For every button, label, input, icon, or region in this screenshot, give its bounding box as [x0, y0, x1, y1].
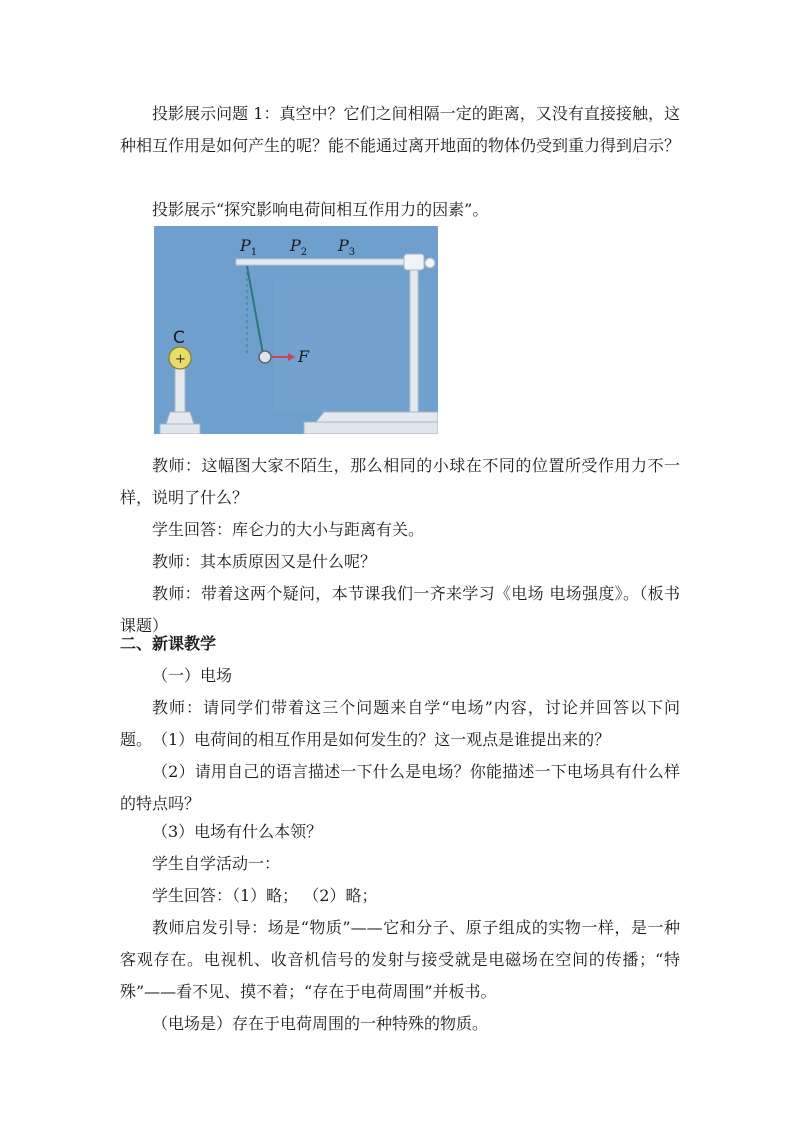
paragraph-definition: （电场是）存在于电荷周围的一种特殊的物质。: [152, 1014, 489, 1033]
horizontal-bar: [236, 259, 422, 265]
label-p3: $P_3$: [338, 236, 356, 258]
paragraph-question-1: 投影展示问题 1：真空中？它们之间相隔一定的距离，又没有直接接触，这种相互作用是如何产生的呢？能不能通过离开地面的物体仍受到重力得到启示？: [120, 104, 681, 155]
paragraph-projection: 投影展示“探究影响电荷间相互作用力的因素”。: [152, 200, 489, 219]
paragraph-teacher-instruction: 教师：请同学们带着这三个问题来自学“电场”内容，讨论并回答以下问题。: [120, 698, 680, 749]
paragraph-teacher-question: 教师：这幅图大家不陌生，那么相同的小球在不同的位置所受作用力不一样，说明了什么？: [120, 456, 680, 507]
question-2: （2）请用自己的语言描述一下什么是电场？你能描述一下电场具有什么样的特点吗？: [120, 762, 680, 813]
stand-base: [316, 412, 438, 422]
question-1: （1）电荷间的相互作用是如何发生的？这一观点是谁提出来的？: [152, 730, 611, 749]
sphere-stand-foot: [160, 424, 200, 434]
sphere-stand-rod: [175, 368, 185, 412]
subsection-heading-electric-field: （一）电场: [152, 666, 233, 685]
paragraph-teacher-intro: 教师：带着这两个疑问，本节课我们一齐来学习《电场 电场强度》。（板书课题）: [120, 584, 680, 635]
paragraph-student-answer: 学生回答：库仑力的大小与距离有关。: [152, 520, 425, 539]
clamp-screw: [425, 258, 435, 268]
figure-svg: [154, 226, 438, 434]
question-3: （3）电场有什么本领？: [152, 822, 323, 841]
paragraph-student-answers: 学生回答：（1）略； （2）略；: [152, 886, 378, 905]
label-c: C: [173, 328, 185, 348]
label-p2: $P_2$: [290, 236, 308, 258]
label-f: F: [298, 347, 310, 366]
label-plus: +: [175, 352, 186, 367]
paragraph-teacher-guidance: 教师启发引导：场是“物质”——它和分子、原子组成的实物一样，是一种客观存在。电视机、收音机信号的发射与接受就是电磁场在空间的传播；“特殊”——看不见、摸不着；“存在于电荷周围”并板书。: [120, 918, 680, 1001]
figure-background-texture: [274, 281, 424, 411]
label-p1: $P_1$: [240, 236, 258, 258]
paragraph-self-study: 学生自学活动一：: [152, 854, 281, 873]
paragraph-teacher-essence: 教师：其本质原因又是什么呢？: [152, 552, 377, 571]
section-heading-new-lesson: 二、新课教学: [120, 634, 217, 653]
stand-post: [410, 256, 418, 416]
coulomb-experiment-figure: [154, 226, 438, 434]
charged-ball: [259, 351, 271, 363]
stand-foot: [304, 422, 438, 434]
sphere-stand-base: [166, 412, 194, 424]
stand-clamp: [404, 254, 424, 270]
